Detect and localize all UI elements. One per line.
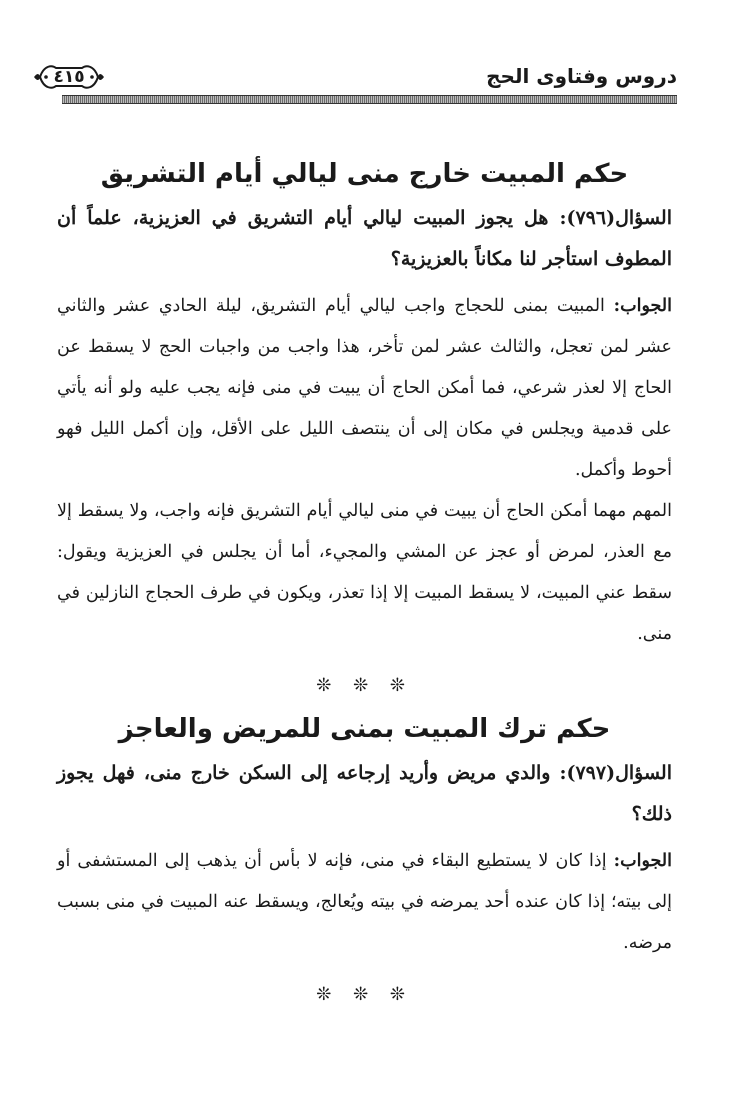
question-text: السؤال(٧٩٦): هل يجوز المبيت ليالي أيام التشريق في العزيزية، علماً أن المطوف استأجر لنا مكاناً بالعزيزية؟ (57, 207, 672, 270)
answer-paragraph (57, 841, 672, 964)
header-divider (62, 95, 677, 104)
answer-text: إذا كان لا يستطيع البقاء في منى، فإنه لا بأس أن يذهب إلى المستشفى أو إلى بيته؛ إذا كان عنده أحد يمرضه في بيته ويُعالج، ويسقط عنه المبيت في منى بسبب مرضه. (57, 851, 672, 953)
page-content (57, 150, 672, 1014)
section-separator: ❊ ❊ ❊ (316, 984, 413, 1005)
page-header (32, 58, 677, 98)
answer-paragraph (57, 286, 672, 491)
section-title: حكم ترك المبيت بمنى للمريض والعاجز (118, 714, 611, 744)
question-text: السؤال(٧٩٧): والدي مريض وأريد إرجاعه إلى السكن خارج منى، فهل يجوز ذلك؟ (57, 762, 672, 825)
answer-label: الجواب: (613, 296, 672, 316)
page-number: ٤١٥ (53, 67, 85, 87)
running-title: دروس وفتاوى الحج (486, 64, 677, 88)
page-number-badge (32, 62, 106, 92)
section-separator: ❊ ❊ ❊ (316, 675, 413, 696)
answer-text: المبيت بمنى للحجاج واجب ليالي أيام التشريق، ليلة الحادي عشر والثاني عشر لمن تعجل، والثالث عشر لمن تأخر، هذا واجب من واجبات الحج لا يسقط عن الحاج إلا لعذر شرعي، فما أمكن الحاج أن يبيت في منى فإنه يجب عليه ولو أنه يأتي على قدمية ويجلس في مكان إلى أن ينتصف الليل على الأقل، وإن أكمل الليل فهو أحوط وأكمل. (57, 296, 672, 480)
section-title: حكم المبيت خارج منى ليالي أيام التشريق (100, 159, 629, 189)
answer-label: الجواب: (613, 851, 672, 871)
answer-paragraph: المهم مهما أمكن الحاج أن يبيت في منى ليالي أيام التشريق فإنه واجب، ولا يسقط إلا مع العذر، لمرض أو عجز عن المشي والمجيء، أما أن يجلس في العزيزية ويقول: سقط عني المبيت، لا يسقط المبيت إلا إذا تعذر، ويكون في طرف الحجاج النازلين في منى. (57, 501, 672, 644)
